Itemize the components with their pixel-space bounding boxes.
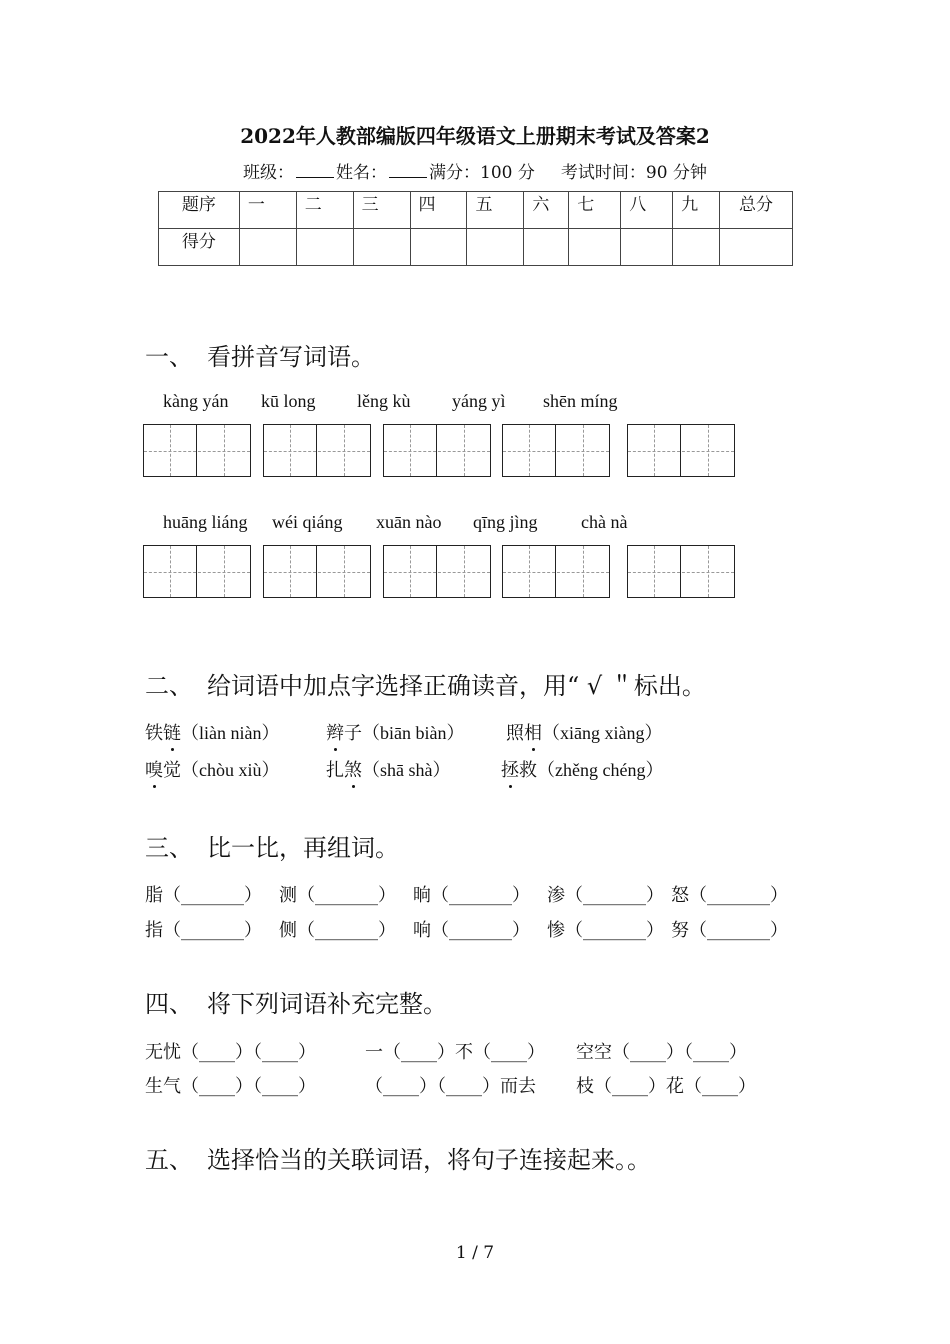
- score-cell[interactable]: [296, 229, 353, 266]
- section-number: 二、: [145, 672, 193, 700]
- pinyin-label: chà nà: [581, 512, 628, 532]
- section-number: 三、: [145, 834, 193, 862]
- table-cell: 得分: [159, 229, 240, 266]
- dotted-char: 相: [524, 719, 542, 745]
- reading-item[interactable]: [501, 756, 663, 782]
- reading-item[interactable]: [145, 756, 280, 782]
- table-cell: 三: [353, 192, 410, 229]
- pinyin-options: （liàn niàn）: [181, 723, 280, 743]
- reading-item[interactable]: [506, 719, 662, 745]
- score-cell[interactable]: [524, 229, 569, 266]
- writing-grid[interactable]: [383, 424, 491, 477]
- section-number: 五、: [145, 1146, 193, 1174]
- writing-grid[interactable]: [263, 424, 371, 477]
- score-table-header-row: [159, 192, 793, 229]
- dotted-char: 煞: [344, 756, 362, 782]
- score-cell[interactable]: [673, 229, 720, 266]
- fill-item[interactable]: 响（_______）: [413, 920, 530, 941]
- fill-item[interactable]: 生气（____）（____）: [145, 1076, 316, 1097]
- word-char: 扎: [326, 760, 344, 781]
- word-char: 子: [344, 723, 362, 744]
- table-cell: 一: [239, 192, 296, 229]
- writing-grid[interactable]: [263, 545, 371, 598]
- exam-info-line: [0, 158, 950, 183]
- section-3-heading: [145, 828, 399, 863]
- pinyin-label: yáng yì: [452, 391, 506, 411]
- fill-item[interactable]: 晌（_______）: [413, 885, 530, 906]
- table-cell: 题序: [159, 192, 240, 229]
- pinyin-label: shēn míng: [543, 391, 618, 411]
- section-title: 选择恰当的关联词语，将句子连接起来。。: [207, 1146, 651, 1174]
- section-number: 四、: [145, 990, 193, 1018]
- fill-item[interactable]: 枝（____）花（____）: [576, 1076, 756, 1097]
- table-cell: 九: [673, 192, 720, 229]
- table-cell: 五: [467, 192, 524, 229]
- table-cell: 二: [296, 192, 353, 229]
- pinyin-label: wéi qiáng: [272, 512, 343, 532]
- score-table: [158, 191, 793, 266]
- fill-item[interactable]: （____）（____）而去: [365, 1076, 536, 1097]
- table-cell: 七: [569, 192, 621, 229]
- section-1-heading: [145, 337, 375, 372]
- dotted-char: 链: [163, 719, 181, 745]
- word-char: 觉: [163, 760, 181, 781]
- pinyin-label: kū long: [261, 391, 316, 411]
- name-blank[interactable]: [389, 162, 427, 178]
- full-score: 满分：100 分: [429, 163, 535, 183]
- pinyin-label: qīng jìng: [473, 512, 538, 532]
- fill-item[interactable]: 惨（_______）: [547, 920, 664, 941]
- score-cell[interactable]: [467, 229, 524, 266]
- fill-item[interactable]: 侧（_______）: [279, 920, 396, 941]
- table-cell: 八: [621, 192, 673, 229]
- reading-item[interactable]: [145, 719, 279, 745]
- section-title: 将下列词语补充完整。: [207, 990, 447, 1018]
- table-cell: 六: [524, 192, 569, 229]
- pinyin-options: （zhěng chéng）: [537, 760, 664, 780]
- dotted-char: 嗅: [145, 756, 163, 782]
- dotted-char: 辫: [326, 719, 344, 745]
- word-char: 救: [519, 760, 537, 781]
- score-cell[interactable]: [410, 229, 467, 266]
- writing-grid[interactable]: [383, 545, 491, 598]
- writing-grid[interactable]: [502, 545, 610, 598]
- score-cell[interactable]: [621, 229, 673, 266]
- score-cell[interactable]: [569, 229, 621, 266]
- score-cell[interactable]: [239, 229, 296, 266]
- pinyin-label: huāng liáng: [163, 512, 248, 532]
- pinyin-label: kàng yán: [163, 391, 229, 411]
- fill-item[interactable]: 指（_______）: [145, 920, 262, 941]
- exam-time: 考试时间：90 分钟: [560, 163, 707, 183]
- section-2-heading: [145, 666, 706, 701]
- page-number: 1 / 7: [455, 1243, 495, 1263]
- fill-item[interactable]: 无忧（____）（____）: [145, 1042, 316, 1063]
- table-cell: 四: [410, 192, 467, 229]
- page-title: 2022年人教部编版四年级语文上册期末考试及答案2: [240, 124, 710, 148]
- fill-item[interactable]: 空空（____）（____）: [576, 1042, 747, 1063]
- writing-grid[interactable]: [143, 545, 251, 598]
- writing-grid[interactable]: [143, 424, 251, 477]
- word-char: 照: [506, 723, 524, 744]
- score-table-score-row: [159, 229, 793, 266]
- fill-item[interactable]: 怒（_______）: [671, 885, 788, 906]
- class-label: 班级：: [243, 163, 295, 183]
- fill-item[interactable]: 脂（_______）: [145, 885, 262, 906]
- section-title: 看拼音写词语。: [207, 343, 375, 371]
- word-char: 铁: [145, 723, 163, 744]
- section-4-heading: [145, 984, 447, 1019]
- reading-item[interactable]: [326, 756, 451, 782]
- writing-grid[interactable]: [627, 424, 735, 477]
- dotted-char: 拯: [501, 756, 519, 782]
- class-blank[interactable]: [296, 162, 334, 178]
- section-5-heading: [145, 1140, 651, 1175]
- score-cell[interactable]: [353, 229, 410, 266]
- fill-item[interactable]: 测（_______）: [279, 885, 396, 906]
- name-label: 姓名：: [336, 163, 388, 183]
- fill-item[interactable]: 努（_______）: [671, 920, 788, 941]
- table-cell: 总分: [720, 192, 793, 229]
- reading-item[interactable]: [326, 719, 464, 745]
- pinyin-options: （shā shà）: [362, 760, 451, 780]
- writing-grid[interactable]: [502, 424, 610, 477]
- fill-item[interactable]: 渗（_______）: [547, 885, 664, 906]
- writing-grid[interactable]: [627, 545, 735, 598]
- pinyin-options: （xiāng xiàng）: [542, 723, 663, 743]
- fill-item[interactable]: 一（____）不（____）: [365, 1042, 545, 1063]
- pinyin-options: （biān biàn）: [362, 723, 465, 743]
- section-number: 一、: [145, 343, 193, 371]
- section-title: 比一比，再组词。: [207, 834, 399, 862]
- section-title: 给词语中加点字选择正确读音，用“ √ ＂标出。: [207, 672, 706, 700]
- pinyin-label: xuān nào: [376, 512, 442, 532]
- pinyin-label: lěng kù: [357, 391, 411, 411]
- score-cell[interactable]: [720, 229, 793, 266]
- pinyin-options: （chòu xiù）: [181, 760, 280, 780]
